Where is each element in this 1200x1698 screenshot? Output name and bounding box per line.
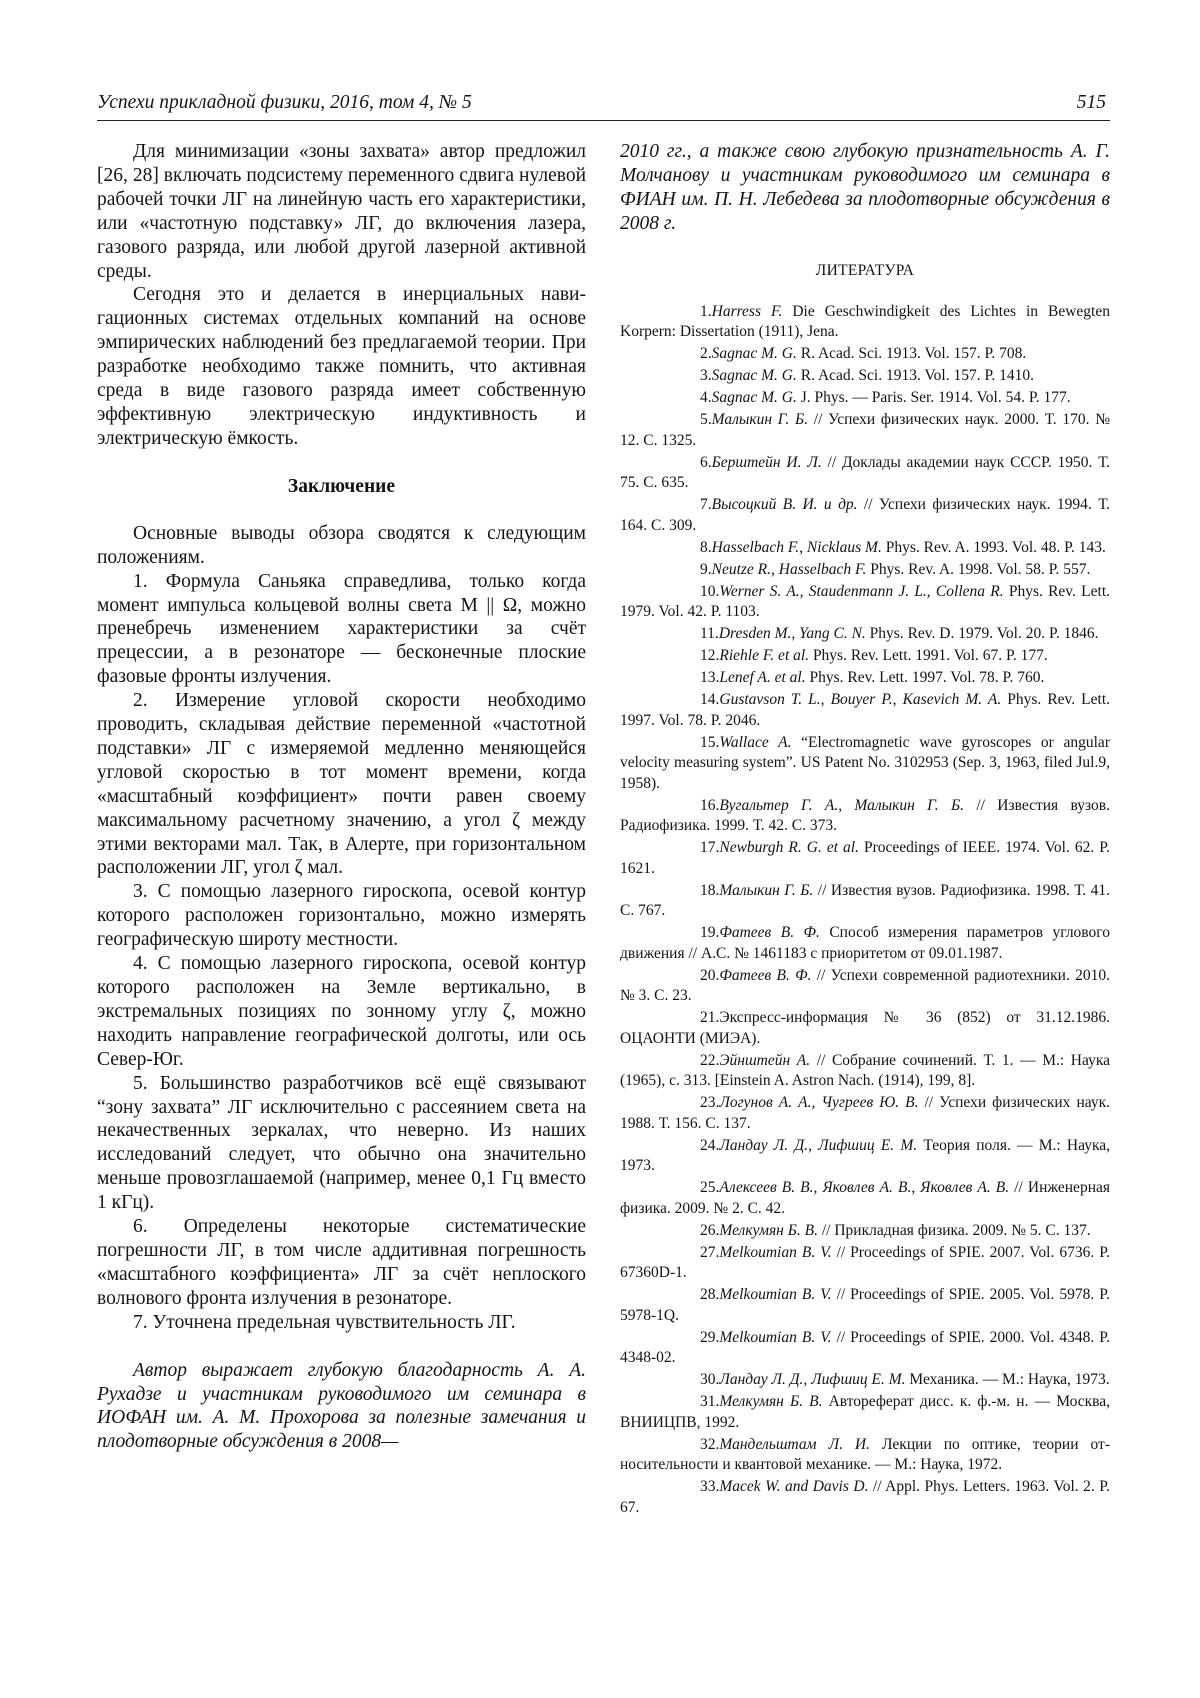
reference-authors: Sagnac M. G. xyxy=(711,389,797,407)
reference-number: 25. xyxy=(700,1179,720,1197)
reference-number: 4. xyxy=(700,389,712,407)
reference-item xyxy=(620,690,1110,731)
reference-item xyxy=(620,410,1110,451)
reference-text: // Успехи физических наук. 1988. Т. 156. С. 137. xyxy=(620,1094,1111,1132)
reference-text: J. Phys. — Paris. Ser. 1914. Vol. 54. P. 177. xyxy=(796,389,1071,407)
reference-text: Phys. Rev. A. 1993. Vol. 48. P. 143. xyxy=(881,538,1106,556)
reference-item xyxy=(620,302,1110,343)
reference-item xyxy=(620,1477,1110,1518)
reference-item xyxy=(620,668,1110,689)
conclusion-item: 6. Определены некоторые систематические погрешности ЛГ, в том числе аддитивная погрешность «масштабного коэффициента» ЛГ за счёт неплоского волнового фронта излучения в резонаторе. xyxy=(97,1216,586,1309)
reference-item xyxy=(620,582,1110,623)
reference-text: Лекции по оптике, теории относительности и квантовой механике. — М.: Наука, 1972. xyxy=(620,1435,1110,1474)
reference-text: Теория поля. — М.: Наука, 1973. xyxy=(620,1136,1110,1175)
reference-authors: Gustavson T. L., Bouyer P., Kasevich M. A. xyxy=(719,691,1002,709)
reference-authors: Малыкин Г. Б. xyxy=(711,411,809,429)
reference-number: 14. xyxy=(700,691,720,709)
reference-number: 29. xyxy=(700,1328,720,1346)
page-number: 515 xyxy=(1076,92,1106,113)
reference-number: 15. xyxy=(700,733,720,751)
reference-authors: Harress F. xyxy=(711,302,783,320)
reference-authors: Macek W. and Davis D. xyxy=(719,1478,869,1496)
reference-item xyxy=(620,1328,1110,1369)
reference-text: // Известия вузов. Радиофизика. 1998. Т. 41. С. 767. xyxy=(620,881,1111,920)
reference-authors: Логунов А. А., Чугреев Ю. В. xyxy=(719,1094,919,1112)
reference-item xyxy=(620,1136,1110,1177)
reference-authors: Малыкин Г. Б. xyxy=(719,881,814,899)
reference-item xyxy=(620,966,1110,1007)
reference-item xyxy=(620,1243,1110,1284)
reference-text: R. Acad. Sci. 1913. Vol. 157. P. 1410. xyxy=(796,367,1034,385)
reference-number: 5. xyxy=(700,411,712,429)
reference-number: 16. xyxy=(700,796,720,814)
reference-item xyxy=(620,923,1110,964)
reference-authors: Sagnac M. G. xyxy=(711,345,797,363)
reference-authors: Ландау Л. Д., Лифшиц Е. М. xyxy=(719,1371,906,1389)
reference-number: 9. xyxy=(700,560,712,578)
reference-number: 30. xyxy=(700,1371,720,1389)
reference-number: 12. xyxy=(700,647,720,665)
reference-item xyxy=(620,796,1110,837)
reference-text: Phys. Rev. A. 1998. Vol. 58. P. 557. xyxy=(866,560,1091,578)
reference-number: 31. xyxy=(700,1393,720,1411)
reference-text: “Electromagnetic wave gyroscopes or angular velocity measuring system”. US Patent No. 3102953 (Sep. 3, 1963, filed Jul.9, 1958). xyxy=(620,733,1110,792)
left-column xyxy=(97,140,586,1454)
reference-authors: Melkoumian B. V. xyxy=(719,1286,832,1304)
reference-authors: Берштейн И. Л. xyxy=(711,453,822,471)
reference-text: Автореферат дисс. к. ф.-м. н. — Москва, ВНИИЦПВ, 1992. xyxy=(620,1393,1110,1431)
reference-authors: Мелкумян Б. В. xyxy=(719,1393,823,1411)
reference-item xyxy=(620,453,1110,494)
body-paragraph: Основные выводы обзора сводятся к следующим положениям. xyxy=(97,522,586,568)
reference-text: // Известия вузов. Радиофизика. 1999. Т. 42. С. 373. xyxy=(620,796,1110,835)
reference-number: 19. xyxy=(700,924,720,942)
reference-authors: Мандельштам Л. И. xyxy=(719,1435,871,1453)
reference-item xyxy=(620,1285,1110,1326)
reference-item xyxy=(620,733,1110,795)
conclusion-item: 5. Большинство разработчиков всё ещё связывают “зону захвата” ЛГ исключительно с рассеянием света на некачественных зеркалах, что неверно. Из наших исследований следует, что обычно она значительно меньше провозглашаемой (например, менее 0,1 Гц вместо 1 кГц). xyxy=(97,1072,586,1214)
reference-list xyxy=(620,302,1110,1519)
reference-item xyxy=(620,646,1110,667)
reference-number: 2. xyxy=(700,345,712,363)
reference-text: // Proceedings of SPIE. 2005. Vol. 5978. P. 5978-1Q. xyxy=(620,1286,1111,1324)
reference-number: 18. xyxy=(700,881,720,899)
reference-number: 24. xyxy=(700,1136,720,1154)
reference-text: // Успехи современной радиотехники. 2010. № 3. С. 23. xyxy=(620,966,1110,1005)
reference-number: 13. xyxy=(700,669,720,687)
reference-item xyxy=(620,624,1110,645)
conclusion-item: 2. Измерение угловой скорости необходимо проводить, складывая действие переменной «частотной подставки» ЛГ с измеряемой медленно меняющейся угловой скоростью в тот момент времени, когда «масштабный коэффициент» почти равен своему максимальному расчетному значению, а угол ζ между этими векторами мал. Так, в Алерте, при горизонтальном расположении ЛГ, угол ζ мал. xyxy=(97,690,586,879)
reference-number: 3. xyxy=(700,367,712,385)
reference-text: R. Acad. Sci. 1913. Vol. 157. P. 708. xyxy=(796,345,1027,363)
reference-authors: Вугальтер Г. А., Малыкин Г. Б. xyxy=(719,796,965,814)
reference-number: 1. xyxy=(700,302,712,320)
reference-authors: Wallace A. xyxy=(719,733,792,751)
reference-number: 6. xyxy=(700,453,712,471)
reference-item xyxy=(620,560,1110,581)
section-heading: Заключение xyxy=(287,475,396,497)
references-title: ЛИТЕРАТУРА xyxy=(815,261,915,279)
reference-item xyxy=(620,1008,1110,1049)
reference-text: // Appl. Phys. Letters. 1963. Vol. 2. P. 67. xyxy=(620,1478,1110,1516)
reference-authors: Ландау Л. Д., Лифшиц Е. М. xyxy=(719,1136,918,1154)
reference-authors: Hasselbach F., Nicklaus M. xyxy=(711,538,882,556)
reference-authors: Мелкумян Б. В. xyxy=(719,1221,818,1239)
reference-item xyxy=(620,1093,1110,1134)
reference-item xyxy=(620,1435,1110,1476)
reference-authors: Werner S. A., Staudenmann J. L., Collena R. xyxy=(719,582,1004,600)
reference-item xyxy=(620,1051,1110,1092)
reference-number: 32. xyxy=(700,1435,720,1453)
reference-text: Способ измерения параметров углового движения // А.С. № 1461183 с приоритетом от 09.01.1987. xyxy=(620,924,1110,962)
reference-text: // Proceedings of SPIE. 2007. Vol. 6736. P. 67360D-1. xyxy=(620,1243,1111,1282)
reference-item xyxy=(620,388,1110,409)
reference-authors: Фатеев В. Ф. xyxy=(719,966,812,984)
reference-authors: Высоцкий В. И. и др. xyxy=(711,496,858,514)
body-paragraph: Сегодня это и делается в инерциальных навигационных системах отдельных компаний на основе эмпирических наблюдений без предлагаемой теории. При разработке необходимо также помнить, что активная среда в виде газового разряда имеет собственную эффективную электрическую индуктивность и электрическую ёмкость. xyxy=(97,284,586,449)
reference-number: 20. xyxy=(700,966,720,984)
reference-number: 23. xyxy=(700,1094,720,1112)
reference-text: // Инженерная физика. 2009. № 2. С. 42. xyxy=(620,1179,1110,1217)
reference-text: Phys. Rev. Lett. 1997. Vol. 78. P. 760. xyxy=(805,669,1045,687)
reference-authors: Эйнштейн А. xyxy=(719,1051,811,1069)
reference-number: 26. xyxy=(700,1221,720,1239)
reference-authors: Riehle F. et al. xyxy=(719,647,810,665)
reference-text: // Прикладная физика. 2009. № 5. С. 137. xyxy=(817,1221,1091,1239)
journal-title: Успехи прикладной физики, 2016, том 4, № 5 xyxy=(97,92,472,113)
reference-item xyxy=(620,1221,1110,1242)
reference-item xyxy=(620,1370,1110,1391)
reference-number: 27. xyxy=(700,1243,720,1261)
reference-authors: Newburgh R. G. et al. xyxy=(719,839,859,857)
reference-item xyxy=(620,495,1110,536)
reference-text: Phys. Rev. D. 1979. Vol. 20. P. 1846. xyxy=(865,625,1099,643)
conclusion-item: 3. С помощью лазерного гироскопа, осевой контур которого расположен горизонтально, можно измерять географическую широту местности. xyxy=(97,881,586,951)
reference-number: 8. xyxy=(700,538,712,556)
reference-number: 33. xyxy=(700,1478,720,1496)
reference-authors: Алексеев В. В., Яковлев А. В., Яковлев А. В. xyxy=(719,1179,1010,1197)
reference-number: 17. xyxy=(700,839,720,857)
reference-authors: Dresden M., Yang C. N. xyxy=(718,625,866,643)
reference-number: 28. xyxy=(700,1286,720,1304)
page-header xyxy=(97,88,1110,121)
reference-authors: Melkoumian B. V. xyxy=(719,1243,832,1261)
reference-item xyxy=(620,838,1110,879)
conclusion-item: 7. Уточнена предельная чувствительность ЛГ. xyxy=(133,1311,516,1333)
reference-text: Proceedings of IEEE. 1974. Vol. 62. P. 1621. xyxy=(620,839,1110,877)
reference-number: 7. xyxy=(700,496,712,514)
conclusion-item: 4. С помощью лазерного гироскопа, осевой контур которого расположен на Земле вертикально, в экстремальных позициях по зонному углу ζ, можно находить направление географической долготы, или ось Север-Юг. xyxy=(97,953,586,1070)
acknowledgement-continued: 2010 гг., а также свою глубокую признательность А. Г. Молчанову и участникам руководимого им семинара в ФИАН им. П. Н. Лебедева за плодотворные обсуждения в 2008 г. xyxy=(620,141,1110,234)
reference-text: // Успехи физических наук. 1994. Т. 164. С. 309. xyxy=(620,496,1110,534)
reference-text: // Успехи физических наук. 2000. Т. 170. № 12. С. 1325. xyxy=(620,411,1110,449)
reference-authors: Lenef A. et al. xyxy=(719,669,806,687)
reference-authors: Фатеев В. Ф. xyxy=(719,924,820,942)
reference-item xyxy=(620,881,1110,922)
reference-item xyxy=(620,344,1110,365)
conclusion-item: 1. Формула Саньяка справедлива, только когда момент импульса кольцевой волны света M || Ω, можно пренебречь изменением характеристики за счёт прецессии, а в резонаторе — бесконечные плоские фазовые фронты излучения. xyxy=(97,570,586,688)
body-paragraph: Для минимизации «зоны захвата» автор предложил [26, 28] включать подсистему переменного сдвига нулевой рабочей точки ЛГ на линейную часть его характеристики, или «частотную подставку» ЛГ, до включения лазера, газового разряда, или любой другой лазерной активной среды. xyxy=(97,141,586,282)
reference-item xyxy=(620,1392,1110,1433)
reference-text: Экспресс-информация № 36 (852) от 31.12.1986. ОЦАОНТИ (МИЭА). xyxy=(620,1009,1110,1047)
reference-text: // Proceedings of SPIE. 2000. Vol. 4348. P. 4348-02. xyxy=(620,1328,1111,1367)
reference-number: 21. xyxy=(700,1009,720,1027)
reference-text: Phys. Rev. Lett. 1997. Vol. 78. P. 2046. xyxy=(620,691,1110,729)
reference-authors: Melkoumian B. V. xyxy=(719,1328,832,1346)
reference-text: Phys. Rev. Lett. 1979. Vol. 42. P. 1103. xyxy=(620,582,1111,621)
reference-text: Механика. — М.: Наука, 1973. xyxy=(905,1371,1110,1389)
reference-text: // Доклады академии наук СССР. 1950. Т. 75. С. 635. xyxy=(620,453,1110,492)
reference-item xyxy=(620,1178,1110,1219)
reference-text: // Собрание сочинений. Т. 1. — М.: Наука (1965), с. 313. [Einstein A. Astron Nach. (1914), 199, 8]. xyxy=(620,1051,1110,1090)
reference-authors: Neutze R., Hasselbach F. xyxy=(711,560,867,578)
reference-text: Phys. Rev. Lett. 1991. Vol. 67. P. 177. xyxy=(809,647,1048,665)
reference-authors: Sagnac M. G. xyxy=(711,367,797,385)
acknowledgement: Автор выражает глубокую благодарность А. А. Рухадзе и участникам руководимого им семинара в ИОФАН им. А. М. Прохорова за полезные замечания и плодотворные обсуждения в 2008— xyxy=(97,1359,586,1453)
right-column xyxy=(620,140,1110,1520)
reference-number: 11. xyxy=(700,625,719,643)
reference-number: 10. xyxy=(700,582,720,600)
reference-item xyxy=(620,366,1110,387)
reference-number: 22. xyxy=(700,1051,720,1069)
reference-text: Die Geschwindigkeit des Lichtes in Bewegten Korpern: Dissertation (1911), Jena. xyxy=(620,302,1110,341)
reference-item xyxy=(620,538,1110,559)
